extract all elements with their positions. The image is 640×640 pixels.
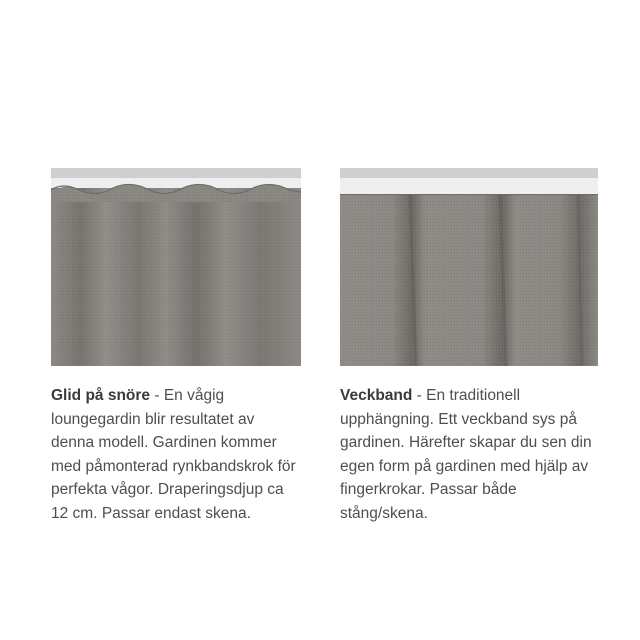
- pleat-curtain-image: [340, 168, 598, 366]
- pleat-curtain-caption: [340, 384, 598, 525]
- wave-curtain-photo: [51, 168, 301, 366]
- product-card-wave: [51, 168, 301, 525]
- product-card-pleat: [340, 168, 598, 525]
- pleat-curtain-photo: [340, 168, 598, 366]
- product-description: - En vågig loungegardin blir resultatet av denna modell. Gardinen kommer med påmonterad rynkbandskrok för perfekta vågor. Draperingsdjup ca 12 cm. Passar endast skena.: [51, 387, 296, 522]
- product-title: Glid på snöre: [51, 387, 151, 404]
- wave-curtain-image: [51, 168, 301, 366]
- product-title: Veckband: [340, 387, 413, 404]
- product-description: - En traditionell upphängning. Ett veckband sys på gardinen. Härefter skapar du sen din egen form på gardinen med hjälp av fingerkrokar. Passar både stång/skena.: [340, 387, 592, 522]
- wave-curtain-caption: [51, 384, 301, 525]
